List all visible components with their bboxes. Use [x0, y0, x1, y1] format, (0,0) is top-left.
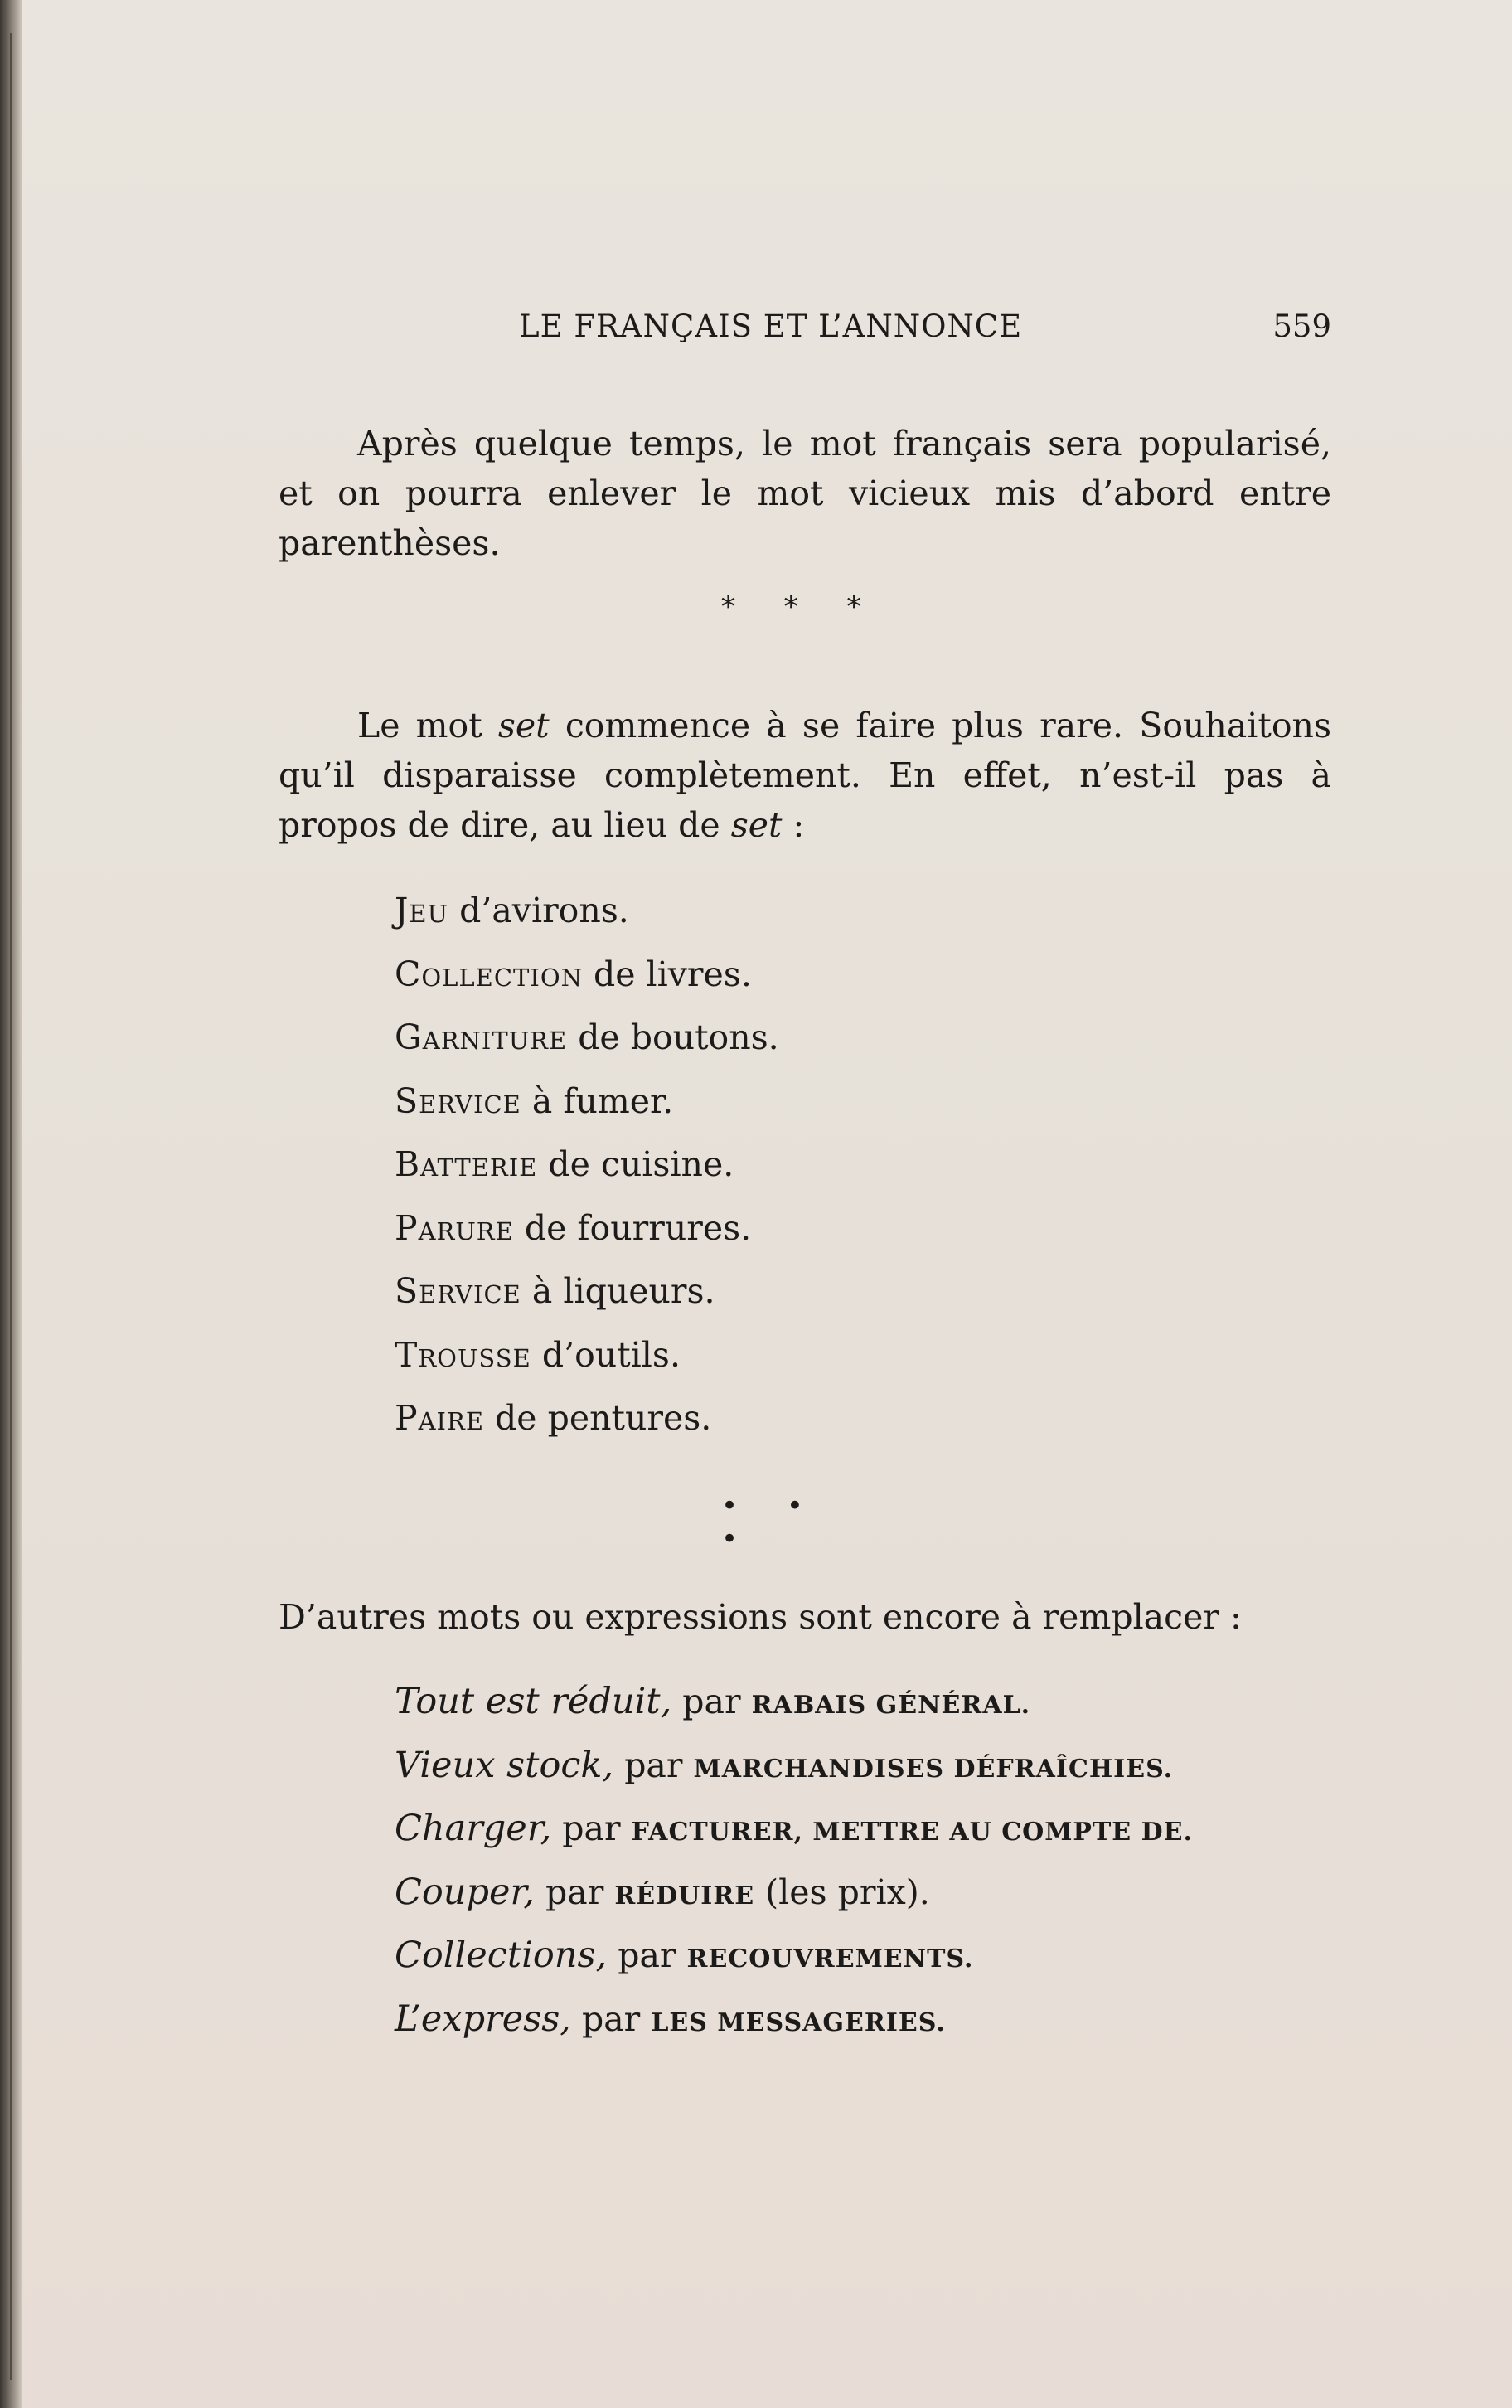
paragraph-2-end: : — [782, 805, 805, 845]
paragraph-1-text: Après quelque temps, le mot français sera popularisé, et on pourra enlever le mot vicieux mis d’abord entre parenthèses. — [279, 424, 1331, 563]
list-item-head: Garniture — [395, 1017, 568, 1057]
par-connector: par — [570, 1998, 652, 2039]
list-item — [395, 1203, 779, 1267]
paragraph-1 — [279, 419, 1331, 568]
list-item-rest: à liqueurs. — [521, 1271, 715, 1311]
list-item-rest: de livres. — [582, 954, 752, 994]
list-item-rest: de cuisine. — [537, 1144, 734, 1184]
list-item — [395, 1076, 779, 1140]
correct-term: FACTURER, METTRE AU COMPTE DE. — [631, 1818, 1193, 1847]
list-item — [395, 886, 779, 949]
correct-term: MARCHANDISES DÉFRAÎCHIES. — [693, 1754, 1174, 1784]
incorrect-term: Couper, — [395, 1871, 535, 1913]
list-item — [395, 1139, 779, 1203]
paragraph-2-middle: commence à se faire plus rare. Souhaitons qu’il disparaisse complètement. En effet, n’est-il pas à propos de dire, au lieu de — [279, 706, 1331, 845]
list-item-rest: d’outils. — [531, 1334, 681, 1375]
list-item-rest: de pentures. — [484, 1398, 712, 1438]
paragraph-3 — [279, 1592, 1331, 1642]
list-item — [395, 1330, 779, 1394]
correct-term: RECOUVREMENTS. — [686, 1944, 974, 1973]
list-item-head: Parure — [395, 1207, 514, 1248]
incorrect-term: Tout est réduit, — [395, 1681, 672, 1722]
list-item-head: Service — [395, 1080, 521, 1121]
list-item-head: Paire — [395, 1398, 484, 1438]
list-item — [395, 1994, 1193, 2058]
correct-term: RABAIS GÉNÉRAL. — [751, 1691, 1031, 1720]
par-connector: par — [607, 1935, 687, 1975]
set-alternatives-list — [395, 886, 779, 1457]
list-item — [395, 1867, 1193, 1931]
running-title: LE FRANÇAIS ET L’ANNONCE — [519, 308, 1023, 344]
list-item-head: Batterie — [395, 1144, 538, 1184]
correct-term: LES MESSAGERIES. — [651, 2007, 946, 2037]
page-number: 559 — [1272, 308, 1331, 344]
list-item-rest: à fumer. — [521, 1080, 674, 1121]
list-item-head: Service — [395, 1271, 521, 1311]
incorrect-term: Collections, — [395, 1935, 608, 1976]
paragraph-2-lead: Le mot — [357, 706, 498, 745]
list-item-head: Trousse — [395, 1334, 531, 1375]
par-connector: par — [671, 1682, 752, 1721]
word-set: set — [730, 805, 783, 845]
list-item-head: Collection — [395, 954, 583, 994]
par-connector: par — [551, 1808, 632, 1848]
list-item — [395, 1930, 1193, 1994]
list-item-rest: de boutons. — [567, 1017, 779, 1057]
list-item — [395, 1266, 779, 1330]
separator-dots: • • • — [721, 1489, 823, 1556]
list-item-head: Jeu — [395, 891, 449, 930]
list-item — [395, 1012, 779, 1076]
list-item — [395, 949, 779, 1013]
word-set: set — [497, 706, 550, 745]
incorrect-term: L’express, — [395, 1998, 571, 2040]
paragraph-3-text: D’autres mots ou expressions sont encore à remplacer : — [279, 1597, 1242, 1637]
binding-line — [10, 33, 12, 2380]
correct-term: RÉDUIRE — [614, 1881, 755, 1910]
par-connector: par — [613, 1745, 694, 1785]
separator-asterisks: * * * — [721, 590, 881, 624]
list-item — [395, 1393, 779, 1457]
term-tail: (les prix). — [754, 1872, 930, 1912]
list-item-rest: de fourrures. — [513, 1207, 752, 1248]
list-item — [395, 1677, 1193, 1740]
page-header — [279, 308, 1331, 350]
paragraph-2 — [279, 701, 1331, 850]
list-item — [395, 1804, 1193, 1867]
replacements-list — [395, 1677, 1193, 2057]
incorrect-term: Vieux stock, — [395, 1744, 614, 1786]
list-item-rest: d’avirons. — [448, 891, 629, 930]
list-item — [395, 1740, 1193, 1804]
par-connector: par — [534, 1872, 615, 1912]
incorrect-term: Charger, — [395, 1808, 552, 1849]
